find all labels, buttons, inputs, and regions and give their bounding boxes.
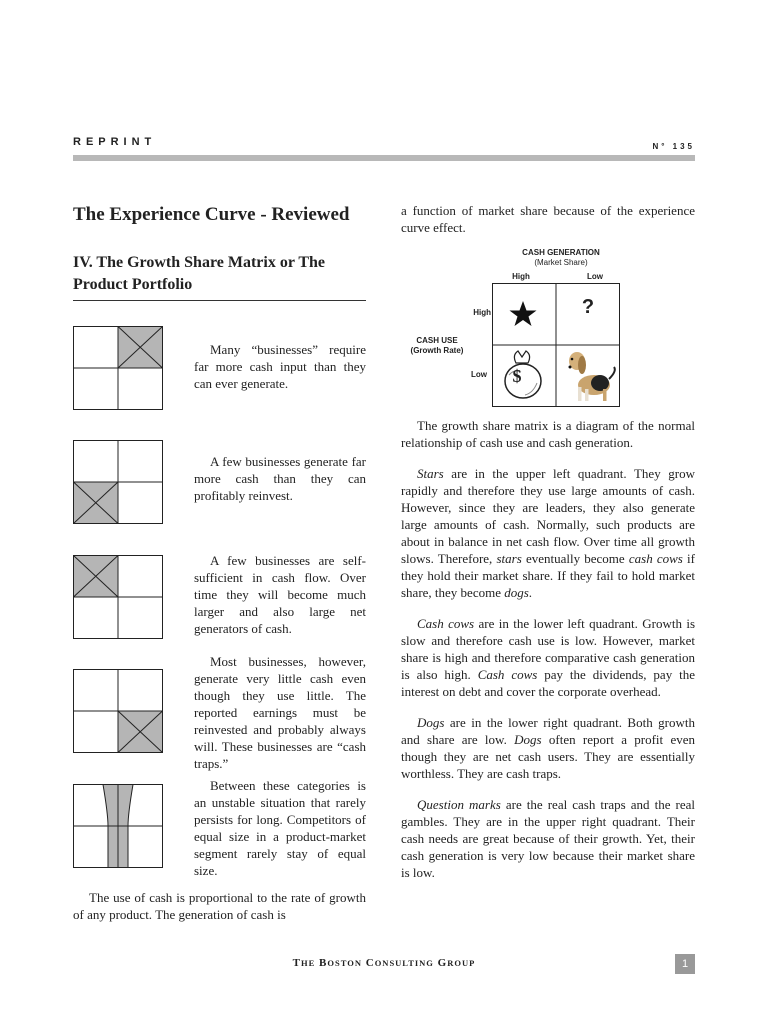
matrix-col-high: High — [512, 272, 530, 281]
sidebar-text-unstable: Between these categories is an unstable situation that rarely persists for long. Competitors of equal size in a product-market segment rarely stay of equal size. — [194, 778, 366, 878]
article-title: The Experience Curve - Reviewed — [73, 204, 350, 225]
term-question-marks: Question marks — [417, 797, 501, 812]
term-stars: stars — [496, 551, 522, 566]
matrix-row-subtitle: (Growth Rate) — [410, 346, 464, 355]
right-body — [401, 417, 695, 881]
footer-letter: T — [292, 957, 301, 969]
text-segment: are in the upper left quadrant. They grow rapidly and therefore they use large amounts of cash. However, since they are leaders, they also generate large amounts of cash. Normally, such products are about in balance in net cash flow. Over time all growth slows. Therefore, — [401, 466, 695, 566]
footer-company — [0, 957, 768, 969]
paragraph-cash-cows — [401, 615, 695, 700]
matrix-row-title: CASH USE — [416, 336, 458, 345]
mini-matrix-question-mark — [73, 326, 163, 410]
footer-letter: G — [437, 957, 448, 969]
paragraph-question-marks — [401, 796, 695, 881]
term-dogs: dogs — [504, 585, 529, 600]
text-segment: often report a profit even though they are net cash users. They are essentially worthless. They are cash traps. — [401, 732, 695, 781]
page-number: 1 — [675, 954, 695, 974]
matrix-row-high: High — [473, 308, 491, 317]
paragraph-dogs — [401, 714, 695, 782]
text-segment: are in the lower right quadrant. Both growth and share are low. — [401, 715, 695, 747]
matrix-col-subtitle: (Market Share) — [534, 258, 588, 267]
text-segment: are the real cash traps and the real gambles. They are in the upper right quadrant. Their cash needs are great because of their growth. Yet, their cash generation is very low because their market share is low. — [401, 797, 696, 880]
mini-matrix-dog — [73, 669, 163, 753]
text-segment: pay the dividends, pay the interest on debt and cover the corporate overhead. — [401, 667, 695, 699]
footer-letters: ONSULTING — [374, 958, 434, 968]
text-segment: if they hold their market share. If they fail to hold market share, they become — [401, 551, 695, 600]
matrix-col-title: CASH GENERATION — [522, 248, 600, 257]
term-dogs: Dogs — [417, 715, 445, 730]
left-bottom-paragraph: The use of cash is proportional to the rate of growth of any product. The generation of cash is — [73, 890, 366, 922]
title-rule — [73, 300, 366, 301]
footer-letters: HE — [301, 958, 316, 968]
reprint-label: REPRINT — [73, 136, 157, 148]
term-stars: Stars — [417, 466, 444, 481]
text-segment: eventually become — [521, 551, 629, 566]
text-segment: . — [528, 585, 533, 600]
header-rule — [73, 155, 695, 161]
growth-share-matrix — [401, 246, 695, 406]
question-mark-icon: ? — [581, 296, 595, 318]
mini-matrix-cash-cow — [73, 440, 163, 524]
term-cash-cows: Cash cows — [477, 667, 538, 682]
mini-matrix-unstable — [73, 784, 163, 868]
mini-matrix-star — [73, 555, 163, 639]
dollar-sign: $ — [512, 366, 522, 386]
matrix-col-low: Low — [587, 272, 603, 281]
footer-letters: OSTON — [327, 958, 362, 968]
footer-letters: ROUP — [447, 958, 476, 968]
paragraph-stars — [401, 465, 695, 601]
article-subtitle: IV. The Growth Share Matrix or The Product Portfolio — [73, 254, 326, 293]
sidebar-text-cash-cow: A few businesses generate far more cash than they can profitably reinvest. — [194, 454, 366, 503]
sidebar-text-question-mark: Many “businesses” require far more cash input than they can ever generate. — [194, 342, 366, 391]
right-top-paragraph: a function of market share because of the experience curve effect. — [401, 203, 695, 235]
footer-letter: B — [319, 957, 328, 969]
term-dogs: Dogs — [514, 732, 542, 747]
term-cash-cows: Cash cows — [417, 616, 475, 631]
matrix-row-low: Low — [471, 370, 487, 379]
sidebar-text-dog: Most businesses, however, generate very little cash even though they use little. The reported earnings must be reinvested and probably always will. These businesses are “cash traps.” — [194, 654, 366, 771]
footer-letter: C — [365, 957, 375, 969]
paragraph-intro: The growth share matrix is a diagram of the normal relationship of cash use and cash generation. — [401, 418, 695, 450]
sidebar-text-star: A few businesses are self-sufficient in cash flow. Over time they will become much larger and also large net generators of cash. — [194, 553, 366, 636]
issue-number: N° 135 — [652, 142, 695, 151]
right-column — [401, 202, 695, 236]
text-segment: are in the lower left quadrant. Growth is slow and therefore cash use is low. However, market share is high and therefore comparative cash generation is also high. — [401, 616, 695, 682]
term-cash-cows: cash cows — [628, 551, 683, 566]
